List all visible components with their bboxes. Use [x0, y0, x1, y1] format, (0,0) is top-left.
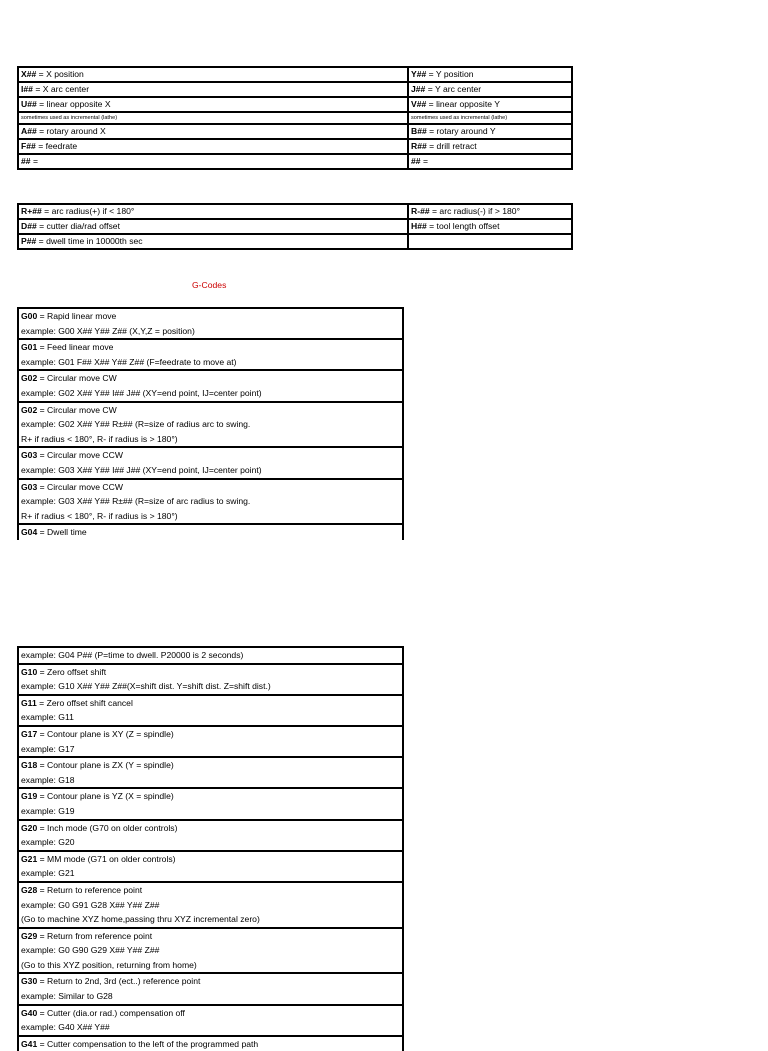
table-row: [18, 234, 572, 249]
right-cell: [408, 82, 572, 97]
gcode-example-row: [18, 866, 403, 882]
gcode-heading-row: [18, 788, 403, 804]
example-line: example: G00 X## Y## Z## (X,Y,Z = position): [18, 324, 403, 340]
code-description: = arc radius(+) if < 180°: [41, 206, 135, 216]
code-label: R##: [411, 141, 427, 151]
gcode-heading-row: [18, 447, 403, 463]
example-line: example: Similar to G28: [18, 989, 403, 1005]
code-description: = Zero offset shift: [37, 666, 107, 677]
table-row: [18, 124, 572, 139]
code-label: G21: [21, 853, 38, 864]
gcode-heading-row: [18, 339, 403, 355]
code-description: = Feed linear move: [37, 342, 114, 353]
code-label: G30: [21, 976, 38, 987]
code-label: F##: [21, 141, 36, 151]
code-description: = Rapid linear move: [37, 311, 117, 321]
gcode-heading-row: [18, 973, 403, 989]
code-label: I##: [21, 84, 33, 94]
code-label: J##: [411, 84, 426, 94]
code-label: D##: [21, 221, 37, 231]
gcodes-table-part1: [17, 307, 404, 540]
gcode-heading-row: [18, 726, 403, 742]
gcode-example-row: [18, 742, 403, 758]
code-label: G41: [21, 1038, 38, 1049]
gcode-example-row: [18, 355, 403, 371]
gcode-heading: [18, 308, 403, 324]
code-description: =: [30, 156, 38, 166]
gcodes-title: G-Codes: [192, 280, 227, 290]
gcode-example-row: [18, 386, 403, 402]
table-row: [18, 154, 572, 169]
gcode-example-row: [18, 912, 403, 928]
code-label: A##: [21, 126, 37, 136]
table-row: [18, 67, 572, 82]
code-description: = Y arc center: [425, 84, 482, 94]
code-description: = Zero offset shift cancel: [36, 697, 133, 708]
gcode-example-row: [18, 1020, 403, 1036]
example-line: (Go to this XYZ position, returning from home): [18, 958, 403, 974]
gcode-example-row: [18, 989, 403, 1005]
code-description: = feedrate: [35, 141, 78, 151]
code-description: = Circular move CCW: [37, 450, 123, 461]
example-line: example: G02 X## Y## R±## (R=size of radius arc to swing.: [18, 417, 403, 432]
gcode-heading: [18, 664, 403, 680]
code-description: = MM mode (G71 on older controls): [37, 853, 176, 864]
gcode-example-row: [18, 943, 403, 958]
code-label: H##: [411, 221, 427, 231]
code-label: R-##: [411, 206, 430, 216]
code-description: = cutter dia/rad offset: [36, 221, 120, 231]
gcode-heading: [18, 1036, 403, 1051]
code-description: = X arc center: [32, 84, 90, 94]
example-line: example: G02 X## Y## I## J## (XY=end point, IJ=center point): [18, 386, 403, 402]
code-label: G03: [21, 481, 38, 492]
example-line: (Go to machine XYZ home,passing thru XYZ incremental zero): [18, 912, 403, 928]
right-note: sometimes used as incremental (lathe): [408, 112, 572, 124]
misc-codes-table: [17, 203, 573, 250]
example-line: example: G04 P## (P=time to dwell. P20000 is 2 seconds): [18, 647, 403, 664]
gcode-heading: [18, 973, 403, 989]
gcode-heading: [18, 851, 403, 867]
code-label: R+##: [21, 206, 42, 216]
right-cell: [408, 67, 572, 82]
gcode-heading: [18, 820, 403, 836]
code-description: = Circular move CW: [37, 404, 117, 415]
code-description: = linear opposite X: [36, 99, 111, 109]
code-description: = Contour plane is YZ (X = spindle): [37, 791, 174, 802]
gcodes-table-part2: [17, 646, 404, 1051]
gcode-heading: [18, 479, 403, 495]
left-cell: [18, 139, 408, 154]
code-description: = drill retract: [426, 141, 477, 151]
left-cell: [18, 97, 408, 112]
example-line: example: G18: [18, 773, 403, 789]
example-line: example: G0 G90 G29 X## Y## Z##: [18, 943, 403, 958]
example-line: example: G03 X## Y## R±## (R=size of arc radius to swing.: [18, 494, 403, 509]
code-label: G40: [21, 1007, 38, 1018]
code-label: ##: [411, 156, 421, 166]
example-line: example: G21: [18, 866, 403, 882]
example-line: R+ if radius < 180°, R- if radius is > 180°): [18, 432, 403, 448]
gcode-heading-row: [18, 928, 403, 944]
code-description: = arc radius(-) if > 180°: [429, 206, 521, 216]
code-label: V##: [411, 99, 427, 109]
left-cell: [18, 219, 408, 234]
example-line: example: G11: [18, 710, 403, 726]
code-description: = Dwell time: [37, 527, 87, 538]
code-description: = Y position: [426, 69, 474, 79]
gcode-heading: [18, 370, 403, 386]
example-line: example: G19: [18, 804, 403, 820]
code-description: = X position: [36, 69, 84, 79]
code-label: X##: [21, 69, 37, 79]
code-description: = Contour plane is ZX (Y = spindle): [37, 760, 174, 771]
gcode-example-row: [18, 509, 403, 525]
code-label: U##: [21, 99, 37, 109]
left-cell: [18, 82, 408, 97]
table-row: [18, 219, 572, 234]
continuation-row: [18, 647, 403, 664]
gcode-heading-row: [18, 851, 403, 867]
table-row: [18, 204, 572, 219]
code-label: G02: [21, 404, 38, 415]
left-note: sometimes used as incremental (lathe): [18, 112, 408, 124]
example-line: example: G40 X## Y##: [18, 1020, 403, 1036]
example-line: example: G03 X## Y## I## J## (XY=end point, IJ=center point): [18, 463, 403, 479]
code-description: = linear opposite Y: [426, 99, 500, 109]
code-label: B##: [411, 126, 427, 136]
gcode-heading: [18, 1005, 403, 1021]
left-cell: [18, 234, 408, 249]
code-label: ##: [21, 156, 31, 166]
code-description: = Circular move CW: [37, 373, 117, 384]
gcode-heading-row: [18, 1036, 403, 1051]
code-description: = Return to 2nd, 3rd (ect..) reference point: [37, 976, 201, 987]
gcode-example-row: [18, 804, 403, 820]
gcode-heading-row: [18, 1005, 403, 1021]
code-description: = Circular move CCW: [37, 481, 123, 492]
code-description: = tool length offset: [426, 221, 500, 231]
gcode-example-row: [18, 463, 403, 479]
code-description: = rotary around X: [36, 126, 106, 136]
example-line: example: G17: [18, 742, 403, 758]
gcode-heading: [18, 447, 403, 463]
gcode-heading-row: [18, 402, 403, 418]
right-cell: [408, 234, 572, 249]
code-description: = dwell time in 10000th sec: [36, 236, 143, 246]
gcode-example-row: [18, 432, 403, 448]
code-label: G03: [21, 450, 38, 461]
example-line: example: G0 G91 G28 X## Y## Z##: [18, 898, 403, 913]
code-label: G28: [21, 884, 38, 895]
left-cell: [18, 67, 408, 82]
example-line: R+ if radius < 180°, R- if radius is > 180°): [18, 509, 403, 525]
gcode-heading-row: [18, 308, 403, 324]
gcode-heading-row: [18, 757, 403, 773]
gcode-heading: [18, 928, 403, 944]
left-cell: [18, 124, 408, 139]
code-label: G29: [21, 930, 38, 941]
code-label: G20: [21, 822, 38, 833]
gcode-heading-row: [18, 664, 403, 680]
example-line: example: G10 X## Y## Z##(X=shift dist. Y=shift dist. Z=shift dist.): [18, 679, 403, 695]
note-row: [18, 112, 572, 124]
code-label: G01: [21, 342, 38, 353]
right-cell: [408, 139, 572, 154]
table-row: [18, 82, 572, 97]
gcode-example-row: [18, 773, 403, 789]
code-description: = Cutter compensation to the left of the programmed path: [37, 1038, 259, 1049]
gcode-heading: [18, 788, 403, 804]
right-cell: [408, 97, 572, 112]
gcode-example-row: [18, 679, 403, 695]
gcode-example-row: [18, 898, 403, 913]
example-line: example: G01 F## X## Y## Z## (F=feedrate to move at): [18, 355, 403, 371]
code-description: = rotary around Y: [426, 126, 496, 136]
code-description: = Return to reference point: [37, 884, 143, 895]
example-line: example: G20: [18, 835, 403, 851]
code-description: =: [420, 156, 428, 166]
right-cell: [408, 204, 572, 219]
left-cell: [18, 154, 408, 169]
gcode-heading: [18, 757, 403, 773]
gcode-example-row: [18, 958, 403, 974]
gcode-heading-row: [18, 479, 403, 495]
gcode-heading: [18, 726, 403, 742]
gcode-example-row: [18, 324, 403, 340]
right-cell: [408, 219, 572, 234]
code-description: = Return from reference point: [37, 930, 153, 941]
code-label: G11: [21, 697, 37, 708]
gcode-heading: [18, 339, 403, 355]
gcode-heading-row: [18, 820, 403, 836]
gcode-example-row: [18, 710, 403, 726]
code-description: = Inch mode (G70 on older controls): [37, 822, 178, 833]
code-label: G19: [21, 791, 38, 802]
code-label: G17: [21, 728, 38, 739]
gcode-heading: [18, 882, 403, 898]
code-label: G04: [21, 527, 38, 538]
code-description: = Contour plane is XY (Z = spindle): [37, 728, 174, 739]
table-row: [18, 139, 572, 154]
axis-codes-table: [17, 66, 573, 170]
gcode-example-row: [18, 835, 403, 851]
code-label: P##: [21, 236, 37, 246]
gcode-heading-row: [18, 882, 403, 898]
gcode-heading: [18, 402, 403, 418]
code-label: G00: [21, 311, 38, 321]
gcode-heading-row: [18, 370, 403, 386]
right-cell: [408, 154, 572, 169]
right-cell: [408, 124, 572, 139]
gcode-heading: [18, 524, 403, 540]
gcode-heading-row: [18, 524, 403, 540]
gcode-heading: [18, 695, 403, 711]
code-label: G02: [21, 373, 38, 384]
code-label: G18: [21, 760, 38, 771]
gcode-example-row: [18, 494, 403, 509]
code-description: = Cutter (dia.or rad.) compensation off: [37, 1007, 185, 1018]
table-row: [18, 97, 572, 112]
code-label: G10: [21, 666, 38, 677]
gcode-heading-row: [18, 695, 403, 711]
left-cell: [18, 204, 408, 219]
code-label: Y##: [411, 69, 427, 79]
gcode-example-row: [18, 417, 403, 432]
